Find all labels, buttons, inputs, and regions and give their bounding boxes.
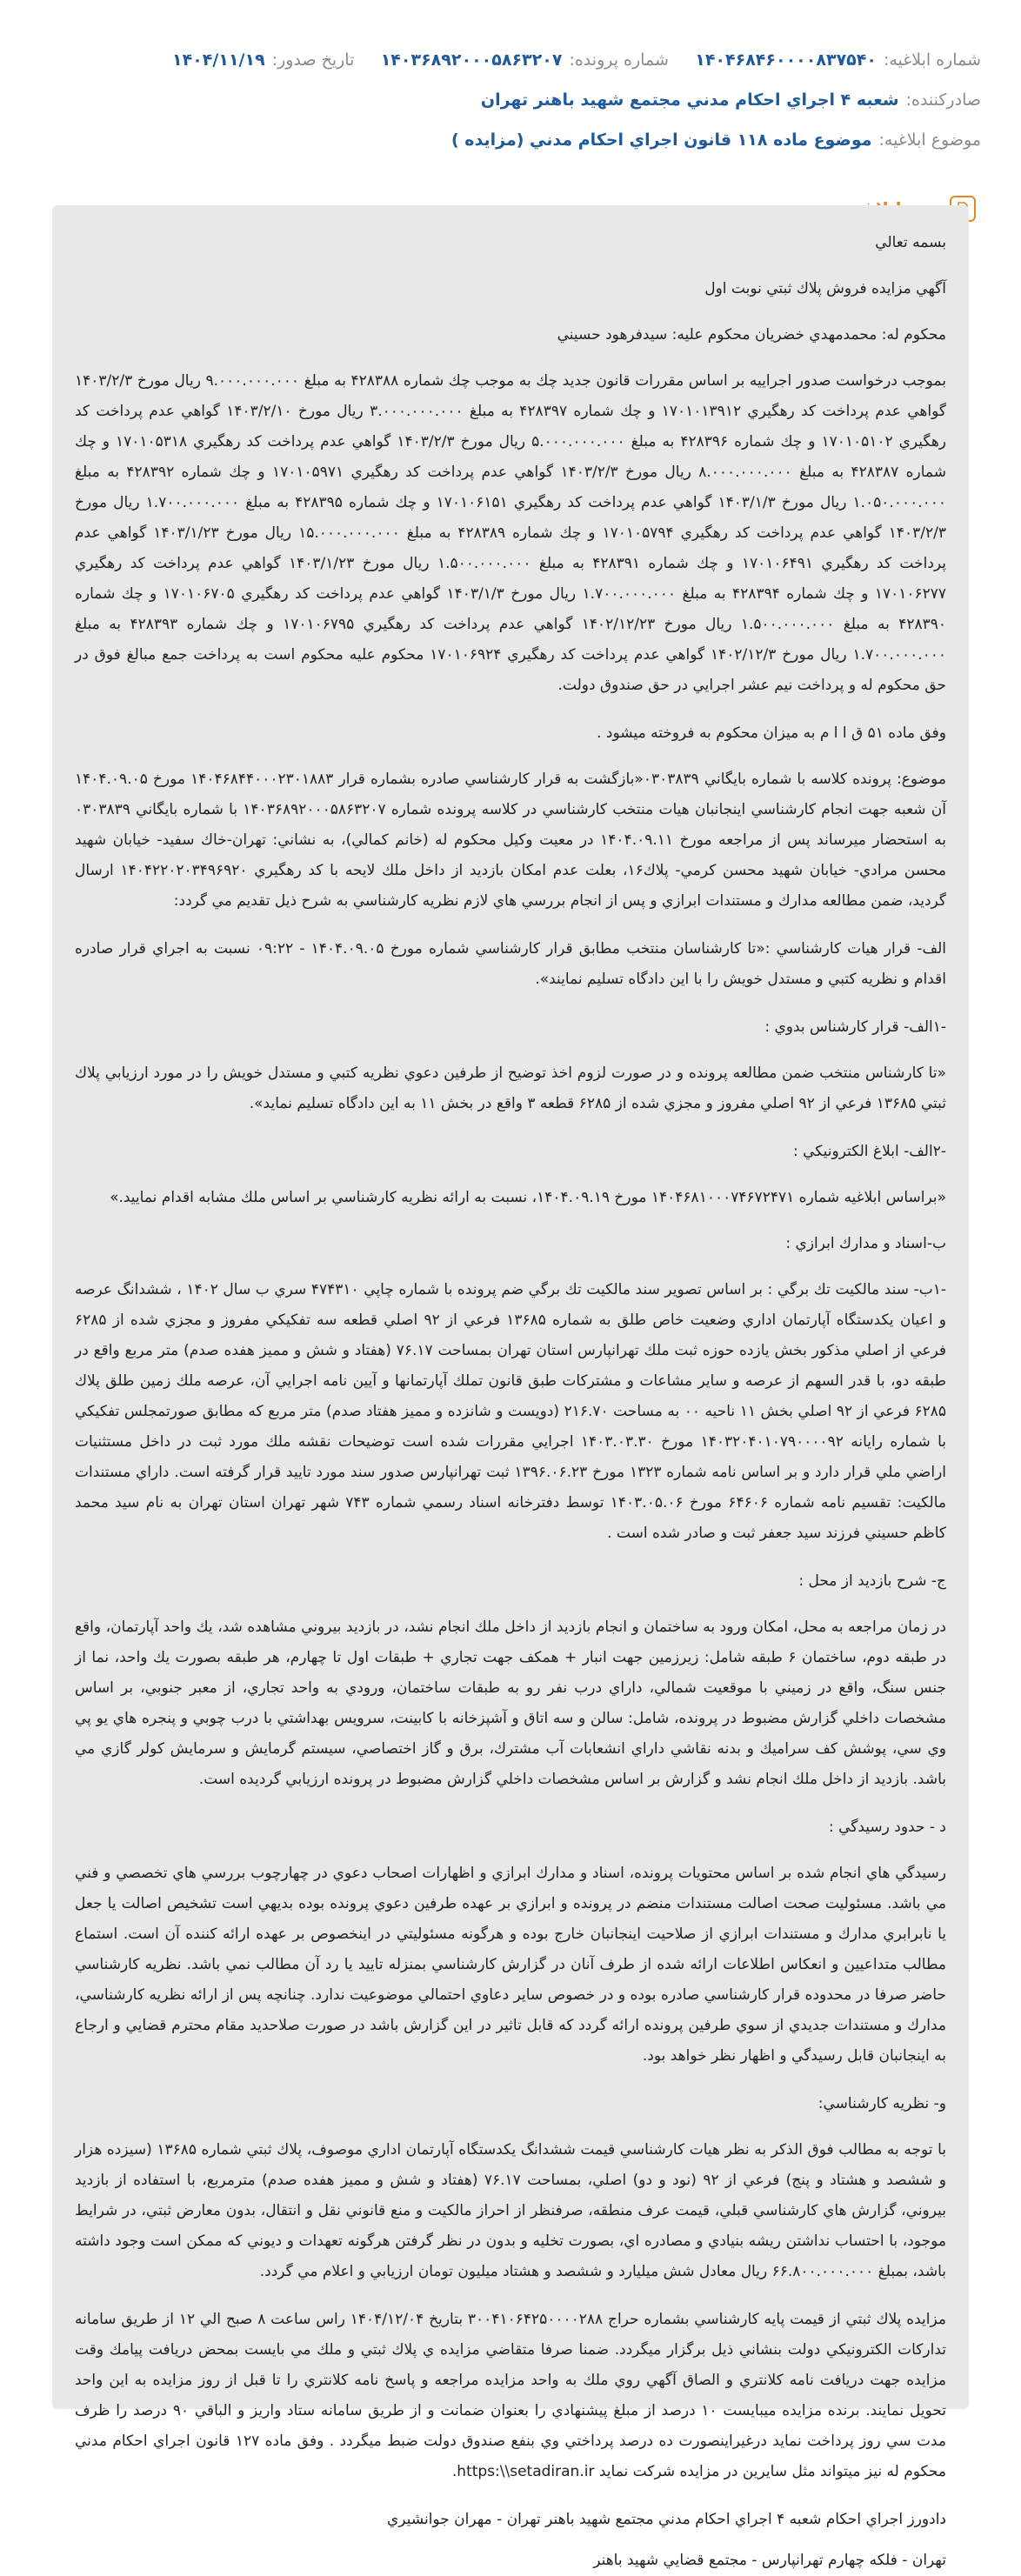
body-section-c: در زمان مراجعه به محل، امكان ورود به ساختمان و انجام بازديد از داخل ملك انجام نشد، در بازديد بيروني مشاهده شد، يك واحد آپارتمان، واقع در طبقه دوم، ساختمان ۶ طبقه شامل: زيرزمين جهت انبار + همكف جهت تجاري + طبقات اول تا چهارم، هر طبقه بصورت يك واحد، نما از جنس سنگ، واقع در زميني با موقعيت شمالي، داراي درب نفر رو به طبقات ساختمان، ورودي به واحد تجاري، از معبر جنوبي، بر اساس مشخصات داخلي گزارش مضبوط در پرونده، شامل: سالن و سه اتاق و آشپزخانه با كابينت، سرويس بهداشتي با درب چوبي و پنجره هاي يو پي وي سي، پوشش كف سراميك و بدنه نقاشي داراي انشعابات آب مشترك، برق و گاز اختصاصي، سيستم گرمايش و سرمايش كولر گازي مي باشد. بازديد از داخل ملك انجام نشد و گزارش بر اساس مشخصات داخلي گزارش مضبوط در پرونده ارزيابي گرديده است. — [75, 1618, 946, 1788]
header-row-subject — [40, 120, 981, 160]
issue-date-label: تاریخ صدور: — [271, 50, 355, 70]
body-section-a1: «تا كارشناس منتخب ضمن مطالعه پرونده و در صورت لزوم اخذ توضيح از طرفين دعوي نظريه كتبي و مستدل خويش را در مورد ارزيابي پلاك ثبتي ۱۳۶۸۵ فرعي از ۹۲ اصلي مفروز و مجزي شده از ۶۲۸۵ قطعه ۳ واقع در بخش ۱۱ به اين دادگاه تسليم نمايد». — [75, 1064, 946, 1112]
subject-label: موضوع ابلاغیه: — [878, 130, 981, 150]
case-number-label: شماره پرونده: — [569, 50, 669, 70]
body-judgment: بموجب درخواست صدور اجراييه بر اساس مقررات قانون جديد چك به موجب چك شماره ۴۲۸۳۸۸ به مبلغ ۹.۰۰۰.۰۰۰.۰۰۰ ريال مورخ ۱۴۰۳/۲/۳ گواهي عدم پرداخت كد رهگيري ۱۷۰۱۰۱۳۹۱۲ و چك شماره ۴۲۸۳۹۷ به مبلغ ۳.۰۰۰.۰۰۰.۰۰۰ ريال مورخ ۱۴۰۳/۲/۱۰ گواهي عدم پرداخت كد رهگيري ۱۷۰۱۰۵۱۰۲ و چك شماره ۴۲۸۳۹۶ به مبلغ ۵.۰۰۰.۰۰۰.۰۰۰ ريال مورخ ۱۴۰۳/۲/۳ گواهي عدم پرداخت كد رهگيري ۱۷۰۱۰۵۳۱۸ و چك شماره ۴۲۸۳۸۷ به مبلغ ۸.۰۰۰.۰۰۰.۰۰۰ ريال مورخ ۱۴۰۳/۲/۳ گواهي عدم پرداخت كد رهگيري ۱۷۰۱۰۵۹۷۱ و چك شماره ۴۲۸۳۹۲ به مبلغ ۱.۰۵۰.۰۰۰.۰۰۰ ريال مورخ ۱۴۰۳/۱/۳ گواهي عدم پرداخت كد رهگيري ۱۷۰۱۰۶۱۵۱ و چك شماره ۴۲۸۳۹۵ به مبلغ ۱.۷۰۰.۰۰۰.۰۰۰ ريال مورخ ۱۴۰۳/۲/۳ گواهي عدم پرداخت كد رهگيري ۱۷۰۱۰۵۷۹۴ و چك شماره ۴۲۸۳۸۹ به مبلغ ۱۵.۰۰۰.۰۰۰.۰۰۰ ريال مورخ ۱۴۰۳/۱/۲۳ گواهي عدم پرداخت كد رهگيري ۱۷۰۱۰۶۴۹۱ و چك شماره ۴۲۸۳۹۱ به مبلغ ۱.۵۰۰.۰۰۰.۰۰۰ ريال مورخ ۱۴۰۳/۱/۲۳ گواهي عدم پرداخت كد رهگيري ۱۷۰۱۰۶۲۷۷ و چك شماره ۴۲۸۳۹۴ به مبلغ ۱.۷۰۰.۰۰۰.۰۰۰ ريال مورخ ۱۴۰۳/۱/۳ گواهي عدم پرداخت كد رهگيري ۱۷۰۱۰۶۷۰۵ و چك شماره ۴۲۸۳۹۰ به مبلغ ۱.۵۰۰.۰۰۰.۰۰۰ ريال مورخ ۱۴۰۲/۱۲/۲۳ گواهي عدم پرداخت كد رهگيري ۱۷۰۱۰۶۷۹۵ و چك شماره ۴۲۸۳۹۳ به مبلغ ۱.۷۰۰.۰۰۰.۰۰۰ ريال مورخ ۱۴۰۲/۱۲/۳ گواهي عدم پرداخت كد رهگيري ۱۷۰۱۰۶۹۲۴ محكوم عليه محكوم است به پرداخت جمع مبالغ فوق در حق محكوم له و پرداخت نيم عشر اجرايي در حق صندوق دولت. — [75, 372, 947, 694]
subject-value: موضوع ماده ۱۱۸ قانون اجراي احكام مدني (مزايده ) — [451, 130, 872, 150]
notice-body — [52, 205, 969, 2569]
notice-header — [0, 0, 1021, 226]
body-section-b-title: ب-اسناد و مدارك ابرازي : — [785, 1235, 946, 1252]
body-bismillah: بسمه تعالي — [875, 234, 946, 251]
body-section-a: الف- قرار هيات كارشناسي :«تا كارشناسان منتخب مطابق قرار كارشناسي شماره مورخ ۱۴۰۴.۰۹.۰۵ - ۰۹:۲۲ نسبت به اجراي قرار صادره اقدام و نظريه كتبي و مستدل خويش را با اين دادگاه تسليم نمايند». — [75, 940, 947, 988]
body-section-c-title: ج- شرح بازديد از محل : — [798, 1572, 946, 1590]
case-number — [381, 50, 669, 70]
body-auction-details: مزايده پلاك ثبتي از قيمت پايه كارشناسي بشماره حراج ۳۰۰۴۱۰۶۴۲۵۰۰۰۰۲۸۸ بتاريخ ۱۴۰۴/۱۲/۰۴ راس ساعت ۸ صبح الي ۱۲ از طريق سامانه تداركات الكترونيكي دولت بنشاني ذيل برگزار ميگردد. ضمنا صرفا متقاضي مزايده ي پلاك ثبتي و ملك مي بايست بمحض دريافت پيامك وقت مزايده جهت دريافت نامه كلانتري و الصاق آگهي روي ملك به واحد مزايده مراجعه و پاسخ نامه كلانتري را تا قبل از روز مزايده به اين واحد تحويل نمايند. برنده مزايده ميبايست ۱۰ درصد از مبلغ پيشنهادي را بعنوان ضمانت و از طريق سامانه ستاد واريز و الباقي ۹۰ درصد را ظرف مدت سي روز پرداخت نمايد درغيراينصورت ده درصد پرداختي وي بنفع صندوق دولت ضبط ميگردد . وفق ماده ۱۲۷ قانون اجراي احكام مدني محكوم له نيز ميتواند مثل سايرين در مزايده شركت نمايد https:\\setadiran.ir. — [75, 2311, 946, 2480]
signature-block — [75, 2505, 946, 2576]
body-section-e-title: و- نظريه كارشناسي: — [817, 2095, 946, 2112]
body-section-b1: -۱ب- سند مالكيت تك برگي : بر اساس تصوير سند مالكيت تك برگي ضم پرونده با شماره چاپي ۴۷۴۳۱۰ سري ب سال ۱۴۰۲ ، ششدانگ عرصه و اعيان يكدستگاه آپارتمان اداري وضعيت خاص طلق به شماره ۱۳۶۸۵ فرعي از ۹۲ اصلي قطعه سه تفكيكي مفروز و مجزي شده از ۶۲۸۵ فرعي از اصلي مذكور بخش يازده حوزه ثبت ملك تهرانپارس استان تهران بمساحت ۷۶.۱۷ (هفتاد و شش و مميز هفده صدم) متر مربع واقع در طبقه دو، با قدر السهم از عرصه و ساير مشاعات و مشتركات طبق قانون تملك آپارتمانها و آيين نامه اجرايي آن، عرصه ملك زمين طلق پلاك ۶۲۸۵ فرعي از ۹۲ اصلي بخش ۱۱ ناحيه ۰۰ به مساحت ۲۱۶.۷۰ (دويست و شانزده و مميز هفتاد صدم) متر مربع كه مطابق صورتمجلس تفكيكي با شماره رايانه ۱۴۰۳۲۰۴۰۱۰۷۹۰۰۰۰۹۲ مورخ ۱۴۰۳.۰۳.۳۰ اجرايي مقررات شده است توضيحات نقشه ملك مورد ثبت در داخل مستثنيات اراضي ملي قرار دارد و بر اساس نامه شماره ۱۳۲۳ مورخ ۱۳۹۶.۰۶.۲۳ ثبت تهرانپارس صدور سند مورد تاييد قرار گرفته است. داراي مستندات مالكيت: تقسيم نامه شماره ۶۴۶۰۶ مورخ ۱۴۰۳.۰۵.۰۶ توسط دفترخانه اسناد رسمي شماره ۷۴۳ شهر تهران استان تهران به نام سيد محمد كاظم حسيني فرزند سيد جعفر ثبت و صادر شده است . — [75, 1281, 947, 1542]
body-section-e: با توجه به مطالب فوق الذكر به نظر هيات كارشناسي قيمت ششدانگ يكدستگاه آپارتمان اداري موصوف، پلاك ثبتي شماره ۱۳۶۸۵ (سيزده هزار و ششصد و هشتاد و پنج) فرعي از ۹۲ (نود و دو) اصلي، بمساحت ۷۶.۱۷ (هفتاد و شش و مميز هفده صدم) مترمربع، با استفاده از بازديد بيروني، گزارش هاي كارشناسي قبلي، قيمت عرف منطقه، صرفنظر از احراز مالكيت و منع قانوني نقل و انتقال، بدون معارض ثبتي، در شرايط موجود، با احتساب نداشتن ريشه بنيادي و مصادره اي، بصورت تخليه و بدون در نظر گرفتن هرگونه تعهدات و ديوني كه ممكن است وجود داشته باشد، بمبلغ ۶۶.۸۰۰.۰۰۰.۰۰۰ ريال معادل شش ميليارد و ششصد و هشتاد ميليون تومان ارزيابي و اعلام مي گردد. — [75, 2141, 946, 2280]
body-subject: موضوع: پرونده كلاسه با شماره بايگاني ۰۳۰۳۸۳۹«بازگشت به قرار كارشناسي صادره بشماره قرار ۱۴۰۴۶۸۴۴۰۰۰۲۳۰۱۸۸۳ مورخ ۱۴۰۴.۰۹.۰۵ آن شعبه جهت انجام كارشناسي اينجانبان هيات منتخب كارشناسي در كلاسه پرونده شماره ۱۴۰۳۶۸۹۲۰۰۰۵۸۶۳۲۰۷ با شماره بايگاني ۰۳۰۳۸۳۹ به استحضار ميرساند پس از مراجعه مورخ ۱۴۰۴.۰۹.۱۱ در معيت وكيل محكوم له (خانم كمالي)، به نشاني: تهران-خاك سفيد- خيابان شهيد محسن مرادي- خيابان شهيد محسن كرمي- پلاك۱۶، بعلت عدم امكان بازديد از داخل ملك لايحه با كد رهگيري ۱۴۰۴۲۲۰۲۰۳۴۹۶۹۲۰ ارسال گرديد، ضمن مطالعه مدارك و مستندات ابرازي و پس از انجام بررسي هاي لازم نظريه كارشناسي به شرح ذيل تقديم مي گردد: — [75, 771, 946, 910]
notice-number-value: ۱۴۰۴۶۸۴۶۰۰۰۰۸۳۷۵۴۰ — [695, 50, 877, 70]
issue-date — [172, 50, 354, 70]
body-section-a2-title: -۲الف- ابلاغ الكترونيكي : — [792, 1143, 946, 1160]
body-address: تهران - فلكه چهارم تهرانپارس - مجتمع قضايي شهيد باهنر — [593, 2552, 946, 2569]
body-section-a1-title: -۱الف- قرار كارشناس بدوي : — [764, 1018, 946, 1036]
body-article-51: وفق ماده ۵۱ ق ا ا م به ميزان محكوم به فروخته ميشود . — [597, 724, 946, 742]
issuer-label: صادرکننده: — [905, 90, 981, 110]
body-signatory: دادورز اجراي احكام شعبه ۴ اجراي احكام مدني مجتمع شهيد باهنر تهران - مهران جوانشيري — [387, 2511, 946, 2528]
header-row-numbers — [172, 40, 981, 80]
notice-number-label: شماره ابلاغیه: — [883, 50, 981, 70]
body-ad-title: آگهي مزايده فروش پلاك ثبتي نوبت اول — [704, 280, 946, 297]
notice-number — [695, 50, 981, 70]
issuer-value: شعبه ۴ اجراي احكام مدني مجتمع شهيد باهنر تهران — [480, 90, 899, 110]
issue-date-value: ۱۴۰۴/۱۱/۱۹ — [172, 50, 265, 70]
body-parties: محكوم له: محمدمهدي خضريان محكوم عليه: سيدفرهود حسيني — [557, 326, 946, 344]
body-section-d: رسيدگي هاي انجام شده بر اساس محتويات پرونده، اسناد و مدارك ابرازي و اظهارات اصحاب دعوي در چهارچوب بررسي هاي تخصصي و فني مي باشد. مسئوليت صحت اصالت مستندات منضم در پرونده و ابرازي بر عهده طرفين دعوي پرونده بوده بديهي است تشخيص اصالت يا جعل يا نابرابري مدارك و مستندات ابرازي از صلاحيت اينجانبان خارج بوده و هرگونه مسئوليتي در اينخصوص بر عهده ارائه كننده آن است. استماع مطالب متداعيين و انعكاس اطلاعات ارائه شده از طرف آنان در گزارش كارشناسي بمنزله تاييد يا رد آن مطالب نمي باشد. نظريه كارشناسي حاضر صرفا در محدوده قرار كارشناسي صادره بوده و در خصوص ساير دعاوي احتمالي موضوعيت ندارد. چنانچه پس از ارائه نظريه كارشناسي، مدارك و مستندات جديدي از سوي طرفين پرونده ارائه گردد كه قابل تاثير در اين گزارش باشد در صورت صلاحديد مقام محترم قضايي و ارجاع به اينجانبان قابل رسيدگي و اظهار نظر خواهد بود. — [75, 1865, 946, 2065]
body-section-d-title: د - حدود رسيدگي : — [828, 1819, 946, 1836]
case-number-value: ۱۴۰۳۶۸۹۲۰۰۰۵۸۶۳۲۰۷ — [380, 50, 563, 70]
body-section-a2: «براساس ابلاغيه شماره ۱۴۰۴۶۸۱۰۰۰۷۴۶۷۲۴۷۱ مورخ ۱۴۰۴.۰۹.۱۹، نسبت به ارائه نظريه كارشناسي بر اساس ملك مشابه اقدام نماييد.» — [110, 1189, 946, 1206]
header-row-issuer — [40, 80, 981, 120]
